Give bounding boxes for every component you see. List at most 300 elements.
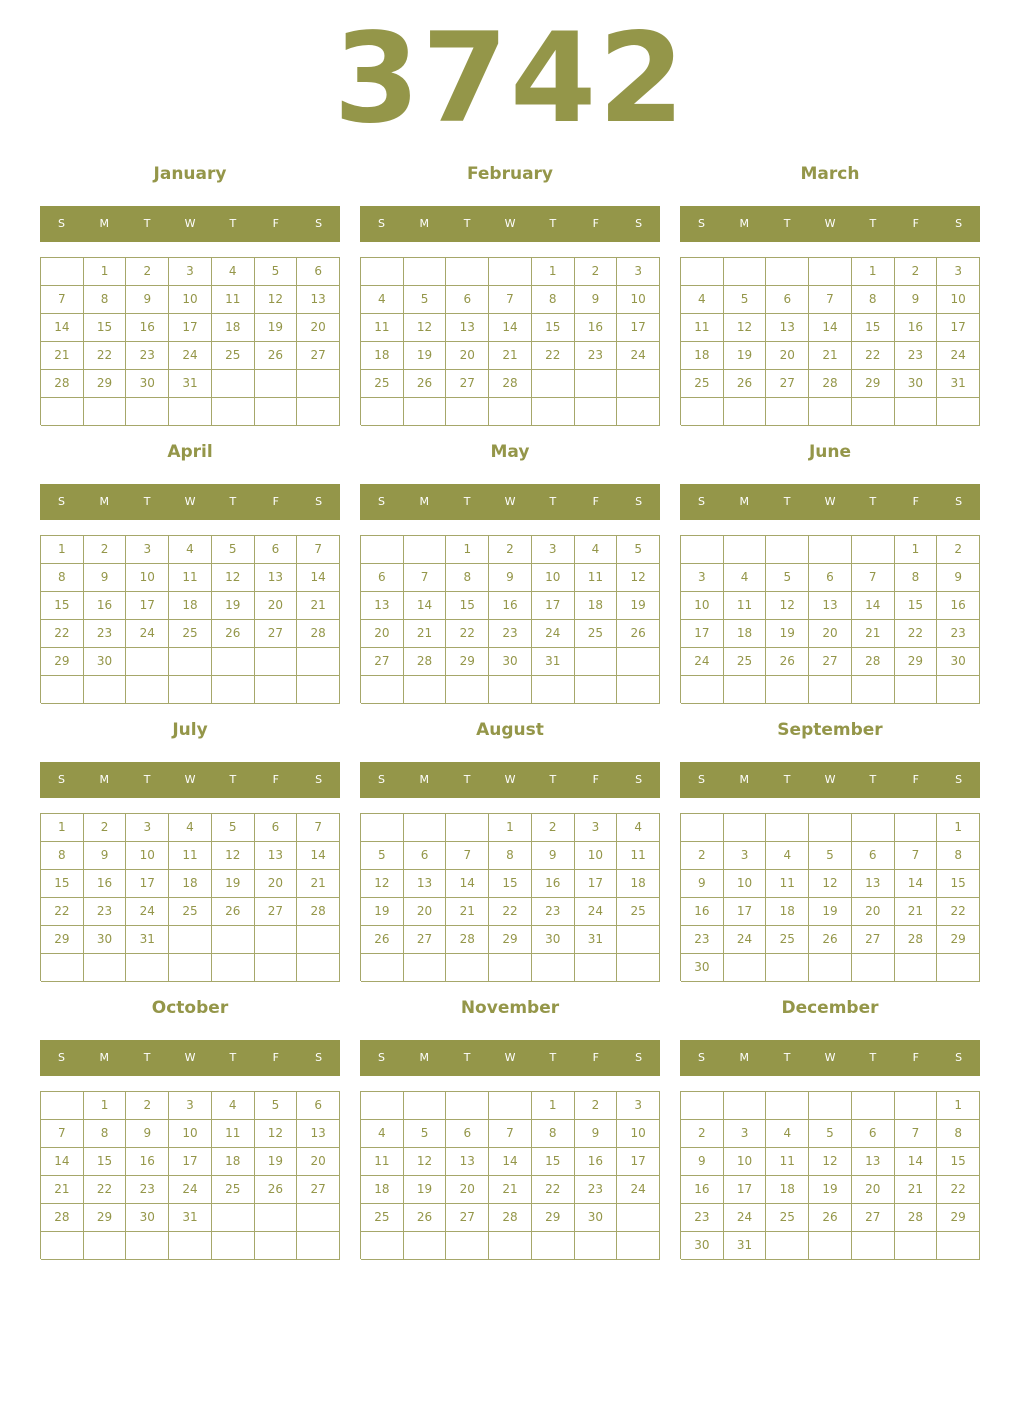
day-cell: 20 [809,620,852,648]
day-cell: 25 [361,1204,404,1232]
day-cell: 22 [41,898,84,926]
day-cell: 27 [852,1204,895,1232]
weekday-header [680,484,980,520]
empty-cell [212,954,255,982]
day-cell: 7 [41,1120,84,1148]
day-cell: 29 [446,648,489,676]
weekday-label: M [99,773,110,786]
empty-cell [255,1204,298,1232]
day-cell: 10 [575,842,618,870]
day-cell: 24 [126,898,169,926]
day-cell: 9 [895,286,938,314]
day-cell: 12 [809,870,852,898]
empty-cell [852,1092,895,1120]
day-cell: 12 [617,564,660,592]
day-cell: 12 [255,286,298,314]
day-cell: 14 [489,314,532,342]
weekday-label: T [143,773,151,786]
day-cell: 19 [617,592,660,620]
month-name: February [466,164,554,184]
day-cell: 28 [404,648,447,676]
day-cell: 10 [169,286,212,314]
day-cell: 14 [41,314,84,342]
day-cell: 9 [489,564,532,592]
weekday-label: M [99,217,110,230]
weekday-header [360,762,660,798]
empty-cell [724,954,767,982]
weekday-label: S [955,495,963,508]
day-cell: 4 [766,842,809,870]
empty-cell [404,398,447,426]
empty-cell [532,954,575,982]
day-cell: 27 [297,1176,340,1204]
empty-cell [724,814,767,842]
day-cell: 13 [766,314,809,342]
weekday-label: W [184,495,196,508]
day-cell: 4 [724,564,767,592]
weekday-label: W [184,1051,196,1064]
day-cell: 13 [852,870,895,898]
empty-cell [489,258,532,286]
weekday-label: W [824,1051,836,1064]
empty-cell [489,954,532,982]
weekday-label: S [377,773,385,786]
empty-cell [766,676,809,704]
day-cell: 10 [126,842,169,870]
empty-cell [681,258,724,286]
day-cell: 27 [446,370,489,398]
day-cell: 22 [446,620,489,648]
day-cell: 30 [895,370,938,398]
empty-cell [446,398,489,426]
empty-cell [361,954,404,982]
day-cell: 2 [84,814,127,842]
day-cell: 11 [169,842,212,870]
day-cell: 16 [681,1176,724,1204]
day-cell: 3 [126,536,169,564]
weekday-label: F [592,1051,599,1064]
day-cell: 6 [361,564,404,592]
empty-cell [446,1232,489,1260]
day-cell: 28 [895,1204,938,1232]
day-grid [40,1091,340,1259]
day-cell: 26 [404,1204,447,1232]
day-cell: 22 [84,342,127,370]
day-cell: 6 [255,536,298,564]
day-cell: 18 [681,342,724,370]
day-cell: 24 [937,342,980,370]
empty-cell [852,954,895,982]
day-cell: 26 [255,342,298,370]
weekday-label: F [912,495,919,508]
month-name: September [777,720,883,740]
day-cell: 4 [361,286,404,314]
day-cell: 8 [489,842,532,870]
month-name: August [476,720,544,740]
weekday-label: S [315,1051,323,1064]
day-cell: 21 [895,1176,938,1204]
day-cell: 19 [404,342,447,370]
day-cell: 13 [361,592,404,620]
day-cell: 26 [766,648,809,676]
weekday-label: M [739,495,750,508]
day-grid [360,1091,660,1259]
day-cell: 12 [404,1148,447,1176]
day-cell: 2 [126,1092,169,1120]
empty-cell [169,648,212,676]
day-cell: 15 [937,870,980,898]
day-cell: 7 [895,1120,938,1148]
day-cell: 11 [766,870,809,898]
empty-cell [404,1092,447,1120]
day-cell: 8 [895,564,938,592]
weekday-label: F [272,495,279,508]
empty-cell [766,536,809,564]
weekday-label: T [869,773,877,786]
day-cell: 9 [84,842,127,870]
day-cell: 8 [446,564,489,592]
day-cell: 14 [297,842,340,870]
day-cell: 24 [126,620,169,648]
day-cell: 21 [489,1176,532,1204]
day-cell: 7 [297,814,340,842]
day-cell: 18 [361,1176,404,1204]
weekday-label: T [783,217,791,230]
day-cell: 25 [766,1204,809,1232]
empty-cell [169,398,212,426]
day-cell: 12 [809,1148,852,1176]
day-cell: 19 [361,898,404,926]
day-cell: 15 [937,1148,980,1176]
day-cell: 14 [446,870,489,898]
day-cell: 24 [575,898,618,926]
day-cell: 2 [126,258,169,286]
weekday-label: S [635,773,643,786]
day-cell: 9 [937,564,980,592]
day-cell: 10 [724,870,767,898]
day-cell: 15 [852,314,895,342]
empty-cell [809,676,852,704]
day-grid [360,257,660,425]
day-cell: 18 [766,898,809,926]
day-cell: 23 [937,620,980,648]
month-name: June [808,442,852,462]
empty-cell [212,926,255,954]
empty-cell [255,676,298,704]
month-name: March [800,164,860,184]
empty-cell [937,676,980,704]
day-cell: 16 [895,314,938,342]
empty-cell [617,1204,660,1232]
day-cell: 9 [532,842,575,870]
empty-cell [489,398,532,426]
day-grid [680,257,980,425]
day-cell: 17 [617,314,660,342]
day-cell: 5 [361,842,404,870]
month-name: January [153,164,227,184]
day-cell: 6 [446,286,489,314]
empty-cell [724,676,767,704]
day-cell: 17 [532,592,575,620]
empty-cell [255,648,298,676]
day-cell: 29 [852,370,895,398]
weekday-label: T [869,495,877,508]
empty-cell [937,398,980,426]
day-cell: 16 [532,870,575,898]
day-cell: 28 [297,898,340,926]
day-cell: 28 [809,370,852,398]
weekday-label: W [184,217,196,230]
weekday-label: S [697,217,705,230]
day-cell: 9 [681,870,724,898]
day-cell: 6 [446,1120,489,1148]
day-cell: 18 [361,342,404,370]
day-cell: 10 [681,592,724,620]
day-cell: 4 [212,1092,255,1120]
day-cell: 23 [84,898,127,926]
empty-cell [297,370,340,398]
day-cell: 30 [126,1204,169,1232]
weekday-header [40,1040,340,1076]
empty-cell [766,1092,809,1120]
day-cell: 27 [255,620,298,648]
day-cell: 26 [617,620,660,648]
day-cell: 20 [852,898,895,926]
day-cell: 5 [809,1120,852,1148]
weekday-label: W [824,773,836,786]
day-cell: 14 [895,1148,938,1176]
day-cell: 18 [212,314,255,342]
empty-cell [126,954,169,982]
day-cell: 2 [681,1120,724,1148]
day-cell: 11 [361,314,404,342]
day-cell: 29 [84,370,127,398]
empty-cell [681,398,724,426]
empty-cell [617,676,660,704]
empty-cell [297,398,340,426]
day-cell: 28 [489,370,532,398]
empty-cell [404,1232,447,1260]
day-cell: 13 [297,286,340,314]
weekday-label: T [549,1051,557,1064]
weekday-label: T [143,1051,151,1064]
day-cell: 23 [126,1176,169,1204]
day-cell: 5 [404,286,447,314]
day-cell: 13 [446,314,489,342]
empty-cell [446,814,489,842]
day-cell: 24 [617,1176,660,1204]
weekday-label: M [739,1051,750,1064]
day-cell: 11 [766,1148,809,1176]
day-cell: 12 [212,842,255,870]
empty-cell [126,1232,169,1260]
day-cell: 22 [937,1176,980,1204]
day-cell: 17 [724,1176,767,1204]
day-cell: 21 [446,898,489,926]
day-cell: 12 [724,314,767,342]
day-cell: 21 [809,342,852,370]
day-cell: 24 [169,342,212,370]
day-cell: 16 [126,314,169,342]
day-cell: 16 [489,592,532,620]
day-cell: 13 [809,592,852,620]
day-cell: 2 [895,258,938,286]
day-cell: 5 [212,814,255,842]
empty-cell [532,676,575,704]
day-cell: 27 [446,1204,489,1232]
day-cell: 17 [617,1148,660,1176]
empty-cell [126,676,169,704]
day-cell: 10 [617,286,660,314]
day-cell: 21 [404,620,447,648]
empty-cell [724,398,767,426]
day-cell: 23 [126,342,169,370]
day-cell: 24 [617,342,660,370]
day-cell: 25 [724,648,767,676]
day-cell: 31 [937,370,980,398]
day-cell: 23 [681,926,724,954]
day-cell: 8 [84,286,127,314]
empty-cell [809,1092,852,1120]
empty-cell [255,1232,298,1260]
empty-cell [361,676,404,704]
day-cell: 14 [297,564,340,592]
weekday-label: F [592,217,599,230]
day-cell: 23 [681,1204,724,1232]
day-cell: 28 [446,926,489,954]
day-cell: 28 [41,1204,84,1232]
day-cell: 20 [852,1176,895,1204]
day-cell: 8 [937,1120,980,1148]
day-cell: 27 [361,648,404,676]
day-cell: 31 [532,648,575,676]
day-cell: 19 [255,1148,298,1176]
weekday-label: S [377,495,385,508]
day-cell: 31 [126,926,169,954]
weekday-label: F [912,773,919,786]
day-cell: 3 [169,1092,212,1120]
weekday-header [360,206,660,242]
empty-cell [446,258,489,286]
day-cell: 13 [297,1120,340,1148]
day-cell: 15 [84,314,127,342]
day-cell: 29 [41,648,84,676]
day-cell: 2 [681,842,724,870]
empty-cell [41,398,84,426]
day-cell: 8 [532,1120,575,1148]
day-cell: 1 [937,814,980,842]
day-cell: 30 [126,370,169,398]
day-cell: 26 [724,370,767,398]
empty-cell [895,398,938,426]
empty-cell [41,954,84,982]
empty-cell [169,926,212,954]
empty-cell [169,1232,212,1260]
day-cell: 27 [255,898,298,926]
empty-cell [617,1232,660,1260]
day-cell: 27 [404,926,447,954]
weekday-label: W [824,495,836,508]
day-cell: 2 [84,536,127,564]
day-cell: 15 [41,870,84,898]
day-cell: 30 [532,926,575,954]
day-cell: 16 [681,898,724,926]
empty-cell [84,1232,127,1260]
empty-cell [255,954,298,982]
day-cell: 23 [84,620,127,648]
empty-cell [532,398,575,426]
weekday-label: M [419,495,430,508]
day-cell: 21 [852,620,895,648]
empty-cell [404,814,447,842]
empty-cell [41,258,84,286]
weekday-label: T [549,495,557,508]
empty-cell [724,536,767,564]
weekday-label: T [869,217,877,230]
day-cell: 21 [41,1176,84,1204]
day-grid [40,535,340,703]
empty-cell [895,814,938,842]
day-cell: 26 [809,1204,852,1232]
weekday-label: W [504,1051,516,1064]
day-cell: 24 [724,926,767,954]
day-cell: 4 [212,258,255,286]
empty-cell [446,1092,489,1120]
empty-cell [809,954,852,982]
empty-cell [361,1232,404,1260]
day-cell: 18 [617,870,660,898]
weekday-label: F [912,217,919,230]
weekday-header [40,206,340,242]
weekday-label: T [549,217,557,230]
day-cell: 16 [126,1148,169,1176]
day-cell: 3 [724,842,767,870]
day-cell: 4 [169,814,212,842]
day-cell: 16 [84,870,127,898]
empty-cell [297,1204,340,1232]
weekday-label: W [824,217,836,230]
empty-cell [489,1232,532,1260]
day-cell: 3 [617,258,660,286]
day-cell: 18 [766,1176,809,1204]
day-cell: 30 [84,648,127,676]
empty-cell [84,676,127,704]
day-cell: 30 [84,926,127,954]
empty-cell [852,814,895,842]
weekday-label: W [504,773,516,786]
day-cell: 20 [255,870,298,898]
weekday-label: F [272,773,279,786]
day-cell: 17 [126,592,169,620]
day-cell: 13 [255,842,298,870]
weekday-label: S [57,773,65,786]
empty-cell [297,676,340,704]
day-cell: 5 [617,536,660,564]
empty-cell [809,536,852,564]
day-cell: 28 [852,648,895,676]
weekday-header [360,1040,660,1076]
day-grid [40,257,340,425]
day-cell: 14 [895,870,938,898]
day-cell: 17 [169,314,212,342]
day-cell: 5 [255,258,298,286]
day-cell: 1 [532,1092,575,1120]
day-cell: 17 [681,620,724,648]
day-cell: 1 [532,258,575,286]
day-cell: 21 [297,592,340,620]
weekday-label: M [739,773,750,786]
day-cell: 17 [575,870,618,898]
